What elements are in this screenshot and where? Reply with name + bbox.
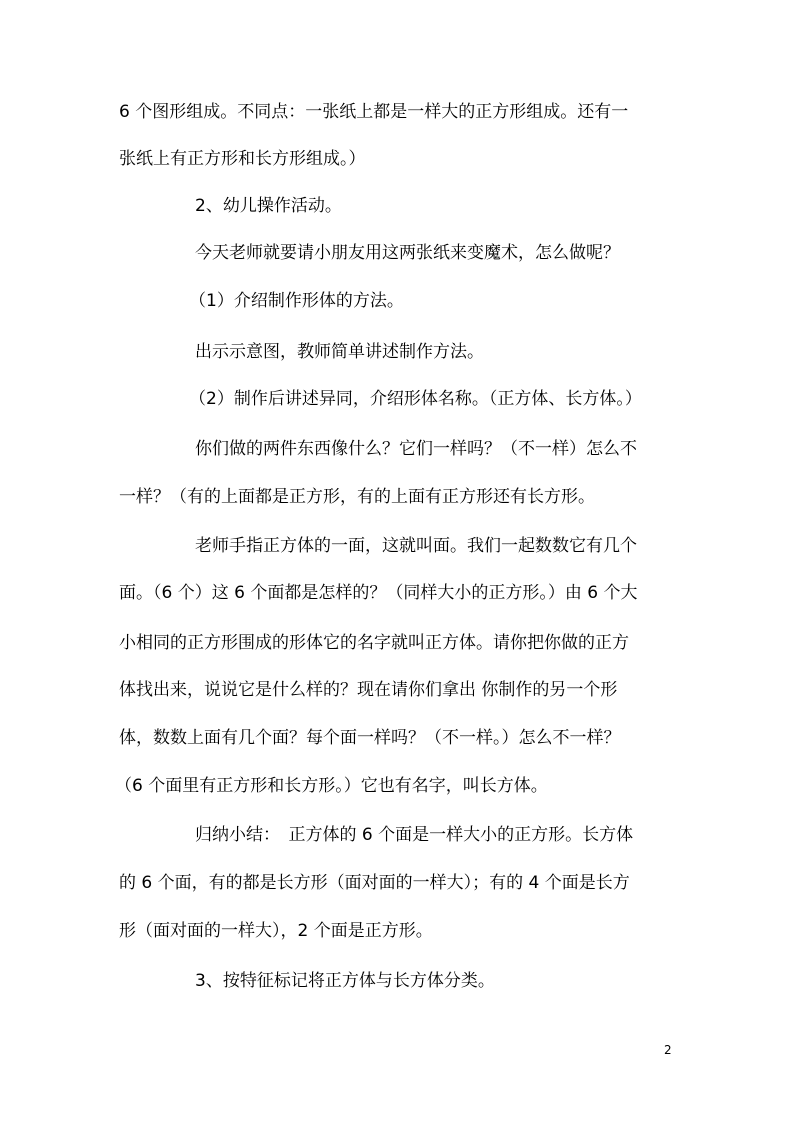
paragraph-line: 形（面对面的一样大），2 个面是正方形。	[119, 921, 433, 941]
page-number: 2	[664, 1043, 672, 1057]
paragraph-line: 今天老师就要请小朋友用这两张纸来变魔术，怎么做呢？	[195, 243, 620, 263]
paragraph-line: 你们做的两件东西像什么？它们一样吗？（不一样）怎么不	[195, 439, 637, 459]
paragraph-line: 面。（6 个）这 6 个面都是怎样的？（同样大小的正方形。）由 6 个大	[119, 583, 638, 603]
paragraph-line: 出示示意图，教师简单讲述制作方法。	[195, 342, 484, 362]
subsection-heading: （2）制作后讲述异同，介绍形体名称。（正方体、长方体。）	[189, 389, 642, 409]
paragraph-line: 小相同的正方形围成的形体它的名字就叫正方体。请你把你做的正方	[119, 633, 629, 653]
paragraph-line: 归纳小结： 正方体的 6 个面是一样大小的正方形。长方体	[195, 825, 634, 845]
subsection-heading: （1）介绍制作形体的方法。	[189, 291, 404, 311]
section-heading: 2、幼儿操作活动。	[195, 196, 342, 216]
paragraph-line: 一样？（有的上面都是正方形，有的上面有正方形还有长方形。	[119, 487, 595, 507]
paragraph-line: 6 个图形组成。不同点：一张纸上都是一样大的正方形组成。还有一	[119, 102, 629, 122]
paragraph-line: （6 个面里有正方形和长方形。）它也有名字，叫长方体。	[115, 776, 548, 796]
paragraph-line: 体找出来，说说它是什么样的？现在请你们拿出 你制作的另一个形	[119, 680, 618, 700]
paragraph-line: 张纸上有正方形和长方形组成。）	[119, 149, 366, 169]
paragraph-line: 老师手指正方体的一面，这就叫面。我们一起数数它有几个	[195, 536, 637, 556]
section-heading: 3、按特征标记将正方体与长方体分类。	[195, 971, 495, 991]
paragraph-line: 体，数数上面有几个面？每个面一样吗？（不一样。）怎么不一样？	[119, 728, 621, 748]
paragraph-line: 的 6 个面，有的都是长方形（面对面的一样大）；有的 4 个面是长方	[119, 873, 630, 893]
